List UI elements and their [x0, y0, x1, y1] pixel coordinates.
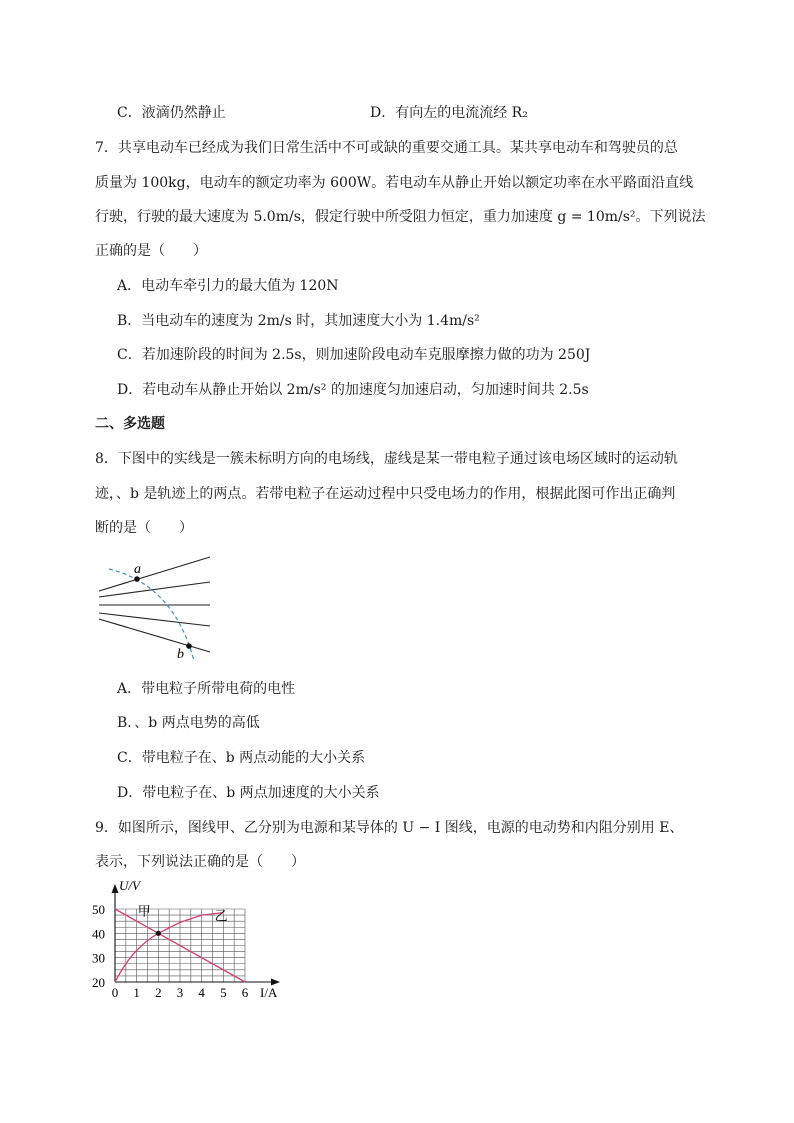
q8-stem-line-3: 断的是（ ）	[95, 520, 193, 536]
q7-stem-line-2: 质量为 100kg，电动车的额定功率为 600W。若电动车从静止开始以额定功率在水平路面沿直线	[95, 175, 694, 191]
series-label-yi: 乙	[214, 908, 228, 924]
q7-option-b: B．当电动车的速度为 2m/s 时，其加速度大小为 1.4m/s²	[117, 313, 480, 329]
q8-stem-line-1: 8．下图中的实线是一簇未标明方向的电场线，虚线是某一带电粒子通过该电场区域时的运动轨	[95, 451, 678, 467]
q8-option-b: B．、b 两点电势的高低	[117, 715, 260, 731]
y-tick-label: 40	[92, 926, 105, 942]
q7-stem-line-1: 7．共享电动车已经成为我们日常生活中不可或缺的重要交通工具。某共享电动车和驾驶员的总	[95, 140, 678, 156]
q8-option-d: D．带电粒子在、b 两点加速度的大小关系	[117, 785, 380, 801]
x-tick-label: 3	[176, 985, 184, 1000]
y-axis-arrow-icon	[112, 884, 119, 893]
field-line-1	[99, 557, 210, 591]
q8-option-a: A．带电粒子所带电荷的电性	[117, 681, 296, 697]
point-a	[134, 576, 140, 582]
q8-option-c: C．带电粒子在、b 两点动能的大小关系	[117, 750, 366, 766]
x-tick-label: 4	[198, 985, 205, 1000]
x-tick-label: 5	[220, 985, 227, 1000]
electric-field-figure	[94, 553, 218, 663]
x-tick-label: 1	[133, 985, 140, 1000]
y-tick-label: 20	[92, 975, 105, 990]
q7-option-c: C．若加速阶段的时间为 2.5s，则加速阶段电动车克服摩擦力做的功为 250J	[117, 347, 591, 363]
x-tick-label: 2	[155, 985, 162, 1000]
y-tick-label: 30	[92, 950, 105, 966]
q6-option-c: C．液滴仍然静止	[117, 105, 226, 121]
y-axis-label: U/V	[119, 878, 140, 893]
u-i-chart	[90, 874, 290, 1004]
label-a: a	[134, 562, 141, 577]
q6-option-d: D．有向左的电流流经 R₂	[370, 105, 528, 121]
field-line-2	[99, 582, 210, 597]
q7-stem-line-4: 正确的是（ ）	[95, 243, 207, 259]
x-tick-label: 0	[111, 985, 119, 1000]
series-label-jia: 甲	[137, 903, 151, 919]
label-b: b	[177, 647, 184, 662]
q7-stem-line-3: 行驶，行驶的最大速度为 5.0m/s，假定行驶中所受阻力恒定，重力加速度 g = 10m/s²。下列说法	[95, 209, 706, 225]
point-b	[186, 643, 192, 649]
q9-stem-line-2: 表示，下列说法正确的是（ ）	[95, 854, 305, 870]
q7-option-a: A．电动车牵引力的最大值为 120N	[117, 278, 339, 294]
intersection-point	[156, 931, 161, 936]
q8-stem-line-2: 迹，、b 是轨迹上的两点。若带电粒子在运动过程中只受电场力的作用，根据此图可作出正确判	[95, 486, 676, 502]
x-axis-label: I/A	[260, 985, 278, 1000]
q7-option-d: D．若电动车从静止开始以 2m/s² 的加速度匀加速启动，匀加速时间共 2.5s	[117, 382, 589, 398]
section-heading: 二、多选题	[95, 416, 165, 432]
y-tick-label: 50	[92, 902, 105, 917]
q9-stem-line-1: 9．如图所示，图线甲、乙分别为电源和某导体的 U − I 图线，电源的电动势和内阻分别用 E、	[95, 820, 684, 836]
x-tick-label: 6	[241, 985, 249, 1000]
